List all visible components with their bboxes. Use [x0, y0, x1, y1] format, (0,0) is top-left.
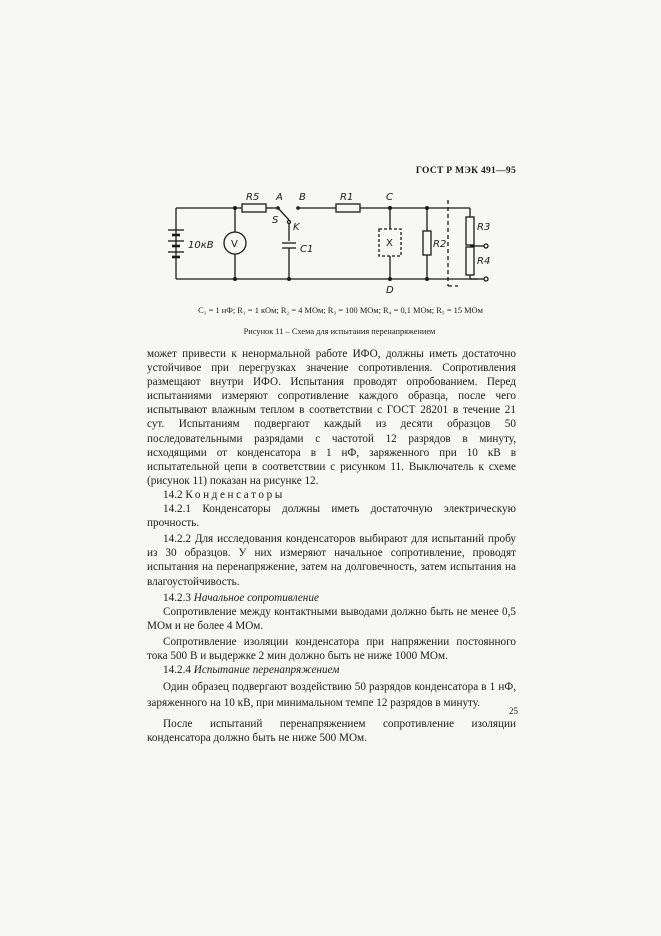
r2-label: R2: [433, 239, 447, 250]
body-text: [147, 347, 516, 745]
node-a-label: A: [276, 192, 283, 203]
figure-legend: C₁ = 1 нФ; R₁ = 1 кОм; R₂ = 4 МОм; R₃ = 100 МОм; R₄ = 0,1 МОм; R₅ = 15 МОм: [198, 306, 483, 315]
r4-label: R4: [477, 256, 491, 267]
c1-label: C1: [300, 244, 314, 255]
r3-resistor: [466, 217, 474, 245]
switch-blade: [278, 208, 289, 220]
r1-label: R1: [340, 192, 354, 203]
paragraph-14-2-1: 14.2.1 Конденсаторы должны иметь достаточную электрическую прочность.: [147, 503, 516, 530]
node-c-label: C: [386, 192, 393, 203]
r5-label: R5: [246, 192, 260, 203]
node-b-label: B: [299, 192, 306, 203]
standard-header: ГОСТ Р МЭК 491—95: [415, 166, 516, 176]
section-14-2-3-heading: 14.2.3 Начальное сопротивление: [163, 591, 319, 604]
section-14-2-4-title: Испытание перенапряжением: [193, 664, 340, 677]
voltmeter-label: V: [231, 239, 238, 250]
r4-resistor: [466, 247, 474, 275]
switch-s-label: S: [272, 215, 279, 226]
source-label: 10кВ: [188, 240, 214, 251]
section-14-2-title: Конденсаторы: [185, 488, 285, 501]
section-14-2-3-title: Начальное сопротивление: [193, 591, 319, 604]
r1-resistor: [336, 204, 360, 212]
paragraph-14-2-4-a: Один образец подвергают воздействию 50 разрядов конденсатора в 1 нФ, заряженного на 10 кВ, при минимальном темпе 12 разрядов в минуту.: [147, 681, 516, 710]
section-14-2-heading: 14.2 Конденсаторы: [163, 488, 285, 501]
r3-label: R3: [477, 222, 491, 233]
paragraph-14-2-3-b: Сопротивление изоляции конденсатора при напряжении постоянного тока 500 В и выдержке 2 мин должно быть не ниже 1000 МОм.: [147, 635, 516, 662]
paragraph-14-2-4-b: После испытаний перенапряжением сопротивление изоляции конденсатора должно быть не ниже 500 МОм.: [147, 718, 516, 745]
x-label: X: [386, 238, 393, 249]
figure-caption: Рисунок 11 – Схема для испытания перенапряжением: [243, 327, 436, 336]
page-number: 25: [509, 706, 518, 716]
r2-resistor: [423, 231, 431, 255]
paragraph-continued: может привести к ненормальной работе ИФО, должны иметь достаточно устойчивое при перегрузках значение сопротивления. Сопротивления размещают внутри ИФО. Испытания проводят опробованием. Перед испытаниями измеряют сопротивление каждого образца, после чего испытывают влажным теплом в соответствии с ГОСТ 28201 в течение 21 сут. Испытаниям подвергают каждый из десяти образцов 50 последовательными разрядами с частотой 12 разрядов в минуту, исходящими от конденсатора в 1 нФ, заряженного при 10 кВ в испытательной цепи в соответствии с рисунком 11. Выключатель к схеме (рисунок 11) показан на рисунке 12.: [147, 348, 516, 487]
paragraph-14-2-3-a: Сопротивление между контактными выводами должно быть не менее 0,5 МОм и не более 4 МОм.: [147, 605, 516, 632]
node-d-label: D: [386, 285, 394, 296]
contact-k-label: K: [293, 222, 300, 233]
r5-resistor: [242, 204, 266, 212]
section-14-2-4-heading: 14.2.4 Испытание перенапряжением: [163, 664, 340, 677]
paragraph-14-2-2: 14.2.2 Для исследования конденсаторов выбирают для испытаний пробу из 30 образцов. У них измеряют начальное сопротивление, проводят испытания на перенапряжение, затем на долговечность, затем испытания на влагоустойчивость.: [147, 533, 516, 588]
test-circuit-diagram: [148, 186, 508, 298]
